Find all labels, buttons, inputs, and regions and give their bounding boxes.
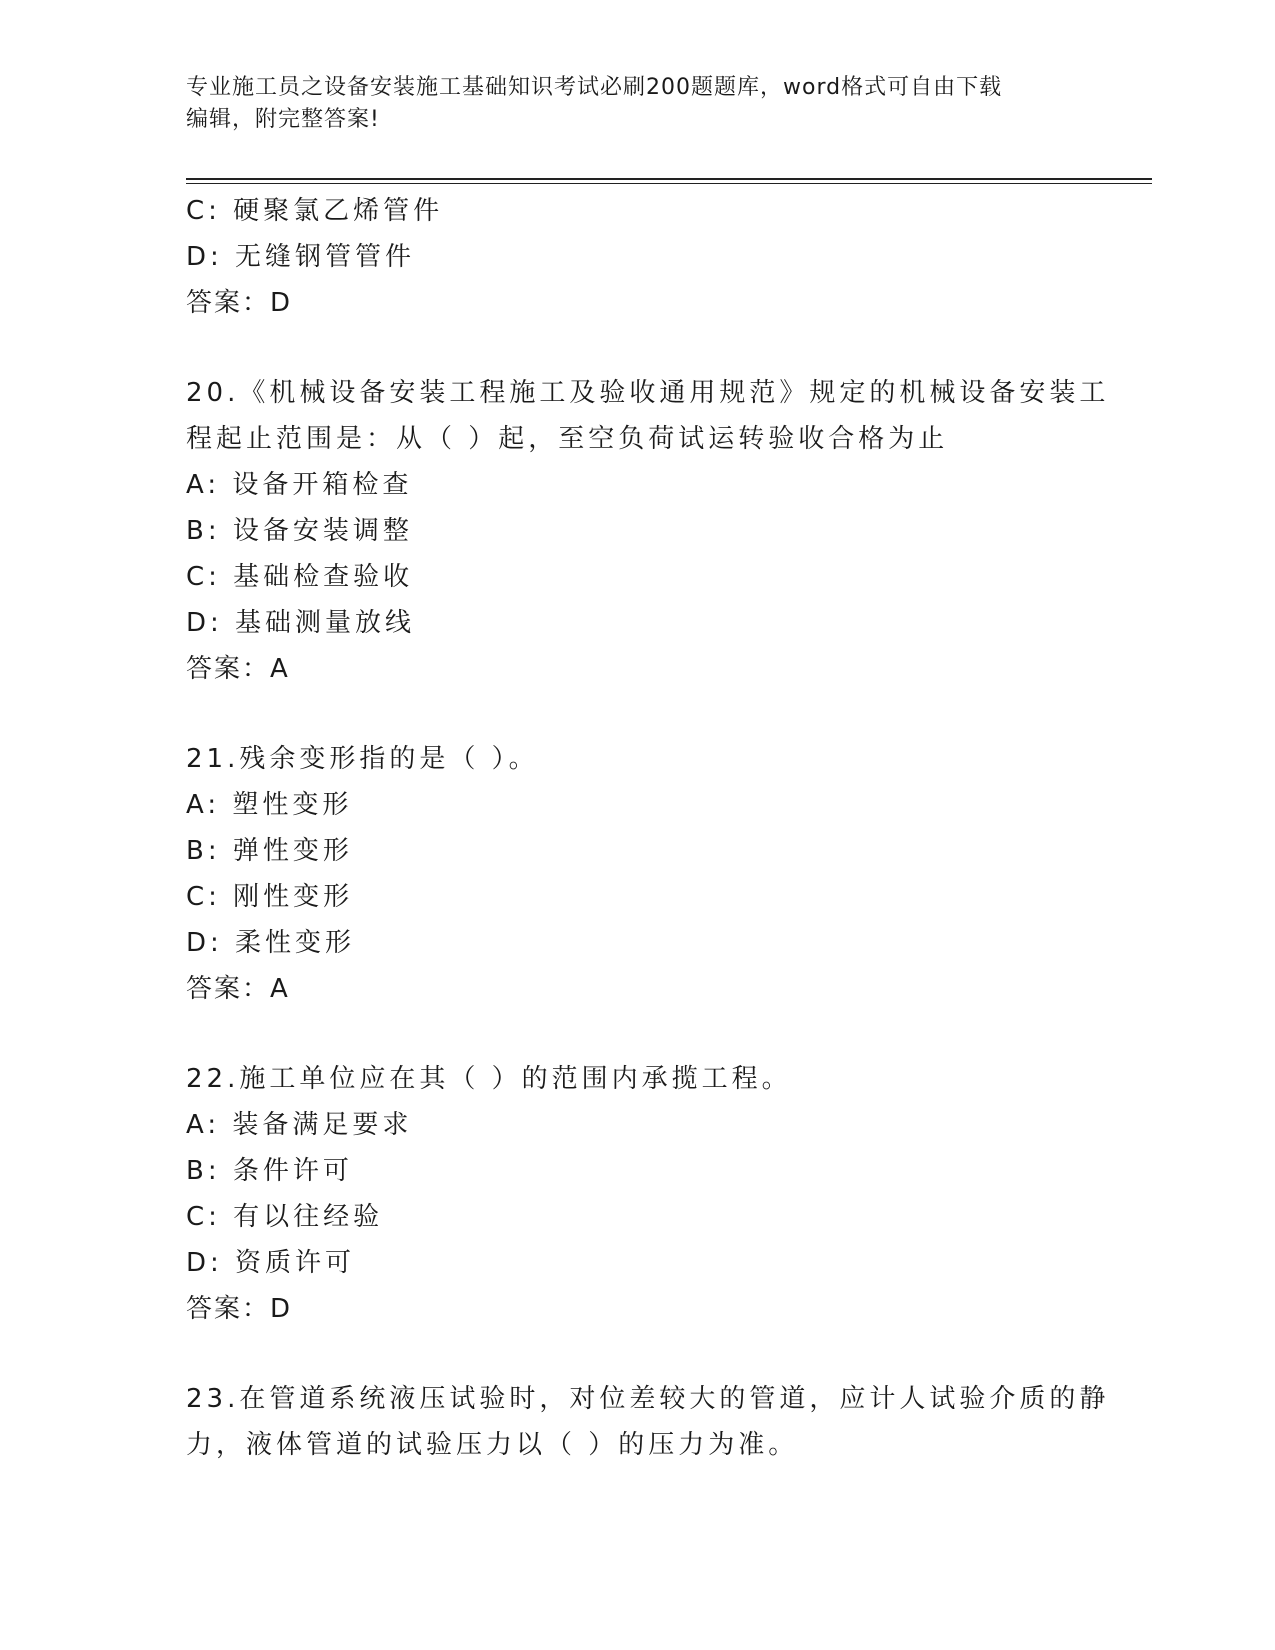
option-c: C: 有以往经验 <box>186 1202 384 1232</box>
header-title-line-1: 专业施工员之设备安装施工基础知识考试必刷200题题库，word格式可自由下载 <box>186 75 1003 100</box>
option-c: C: 刚性变形 <box>186 882 354 912</box>
option-d: D: 无缝钢管管件 <box>186 242 416 272</box>
question-stem-line: 程起止范围是：从（ ）起，至空负荷试运转验收合格为止 <box>186 424 949 454</box>
question-stem-line: 21.残余变形指的是（ ）。 <box>186 744 539 774</box>
option-b: B: 条件许可 <box>186 1156 353 1186</box>
option-a: A: 装备满足要求 <box>186 1110 413 1140</box>
option-d: D: 资质许可 <box>186 1248 356 1278</box>
answer-line: 答案：A <box>186 654 290 684</box>
option-c: C: 基础检查验收 <box>186 562 414 592</box>
header-title-line-2: 编辑，附完整答案! <box>186 107 380 132</box>
option-c: C: 硬聚氯乙烯管件 <box>186 196 444 226</box>
question-stem-line: 20.《机械设备安装工程施工及验收通用规范》规定的机械设备安装工 <box>186 378 1110 408</box>
option-a: A: 塑性变形 <box>186 790 353 820</box>
answer-line: 答案：D <box>186 1294 293 1324</box>
question-stem-line: 力，液体管道的试验压力以（ ）的压力为准。 <box>186 1430 799 1460</box>
document-header <box>186 72 1086 136</box>
header-divider-thick <box>186 178 1152 180</box>
question-22 <box>186 1056 1086 1332</box>
option-b: B: 设备安装调整 <box>186 516 413 546</box>
question-20 <box>186 370 1110 692</box>
header-divider-thin <box>186 183 1152 184</box>
option-a: A: 设备开箱检查 <box>186 470 413 500</box>
answer-line: 答案：D <box>186 288 293 318</box>
option-b: B: 弹性变形 <box>186 836 353 866</box>
answer-line: 答案：A <box>186 974 290 1004</box>
option-d: D: 基础测量放线 <box>186 608 416 638</box>
question-stem-line: 23.在管道系统液压试验时，对位差较大的管道，应计人试验介质的静 <box>186 1384 1110 1414</box>
question-fragment <box>186 188 1086 326</box>
option-d: D: 柔性变形 <box>186 928 356 958</box>
question-23 <box>186 1376 1110 1468</box>
question-stem-line: 22.施工单位应在其（ ）的范围内承揽工程。 <box>186 1064 792 1094</box>
question-21 <box>186 736 1086 1012</box>
question-list <box>186 188 1110 1468</box>
